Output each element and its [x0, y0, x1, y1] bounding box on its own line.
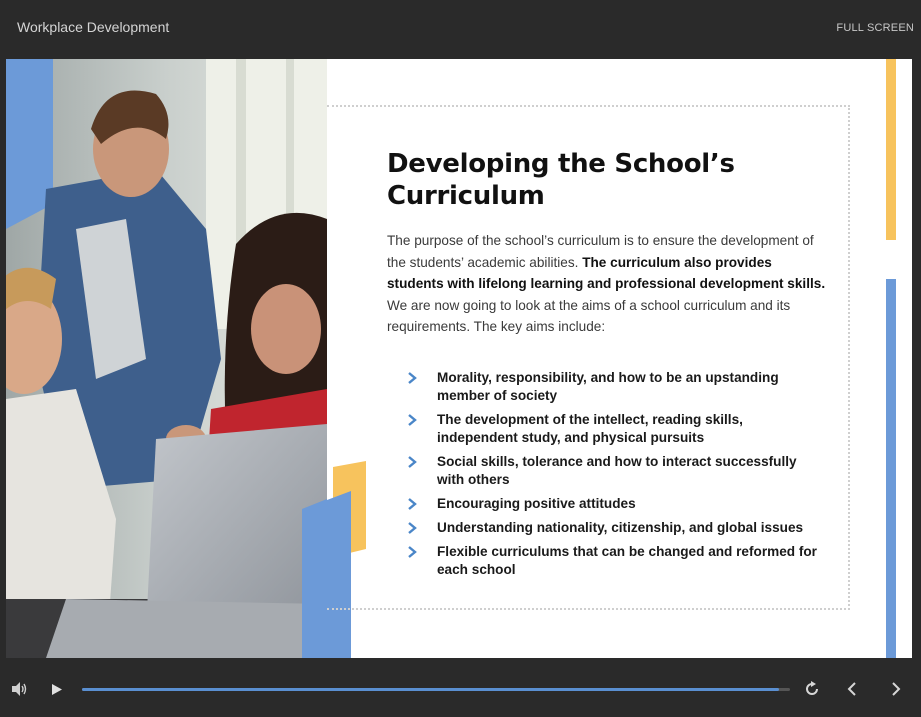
next-icon[interactable]: [890, 681, 902, 697]
list-item: [406, 519, 826, 537]
aim-text: Encouraging positive attitudes: [437, 496, 636, 511]
chevron-right-icon: [406, 371, 418, 385]
list-item: [406, 411, 826, 447]
intro-paragraph: [387, 230, 832, 338]
aim-text: Flexible curriculums that can be changed and reformed for each school: [437, 544, 817, 577]
fullscreen-button[interactable]: FULL SCREEN: [836, 22, 914, 34]
yellow-accent-right: [886, 59, 896, 240]
top-bar: [0, 0, 921, 58]
volume-icon[interactable]: [11, 681, 28, 697]
aim-text: The development of the intellect, reading skills, independent study, and physical pursuits: [437, 412, 743, 445]
chevron-right-icon: [406, 545, 418, 559]
chevron-right-icon: [406, 521, 418, 535]
slide-title: Developing the School’s Curriculum: [387, 149, 735, 211]
students-photo: [6, 59, 327, 658]
play-icon[interactable]: [51, 683, 63, 696]
chevron-right-icon: [406, 455, 418, 469]
blue-accent-right: [886, 279, 896, 658]
list-item: [406, 453, 826, 489]
list-item: [406, 369, 826, 405]
aim-text: Morality, responsibility, and how to be an upstanding member of society: [437, 370, 779, 403]
progress-bar[interactable]: [82, 688, 790, 691]
chevron-right-icon: [406, 413, 418, 427]
chevron-right-icon: [406, 497, 418, 511]
list-item: [406, 495, 826, 513]
progress-fill: [82, 688, 779, 691]
intro-text-bold: The curriculum also provides students with lifelong learning and professional development skills.: [387, 254, 826, 292]
list-item: [406, 543, 826, 579]
intro-text-2: We are now going to look at the aims of a school curriculum and its requirements. The key aims include:: [387, 297, 791, 335]
app-title: Workplace Development: [17, 19, 170, 35]
aims-list: [406, 369, 826, 585]
previous-icon[interactable]: [846, 681, 858, 697]
aim-text: Understanding nationality, citizenship, and global issues: [437, 520, 804, 535]
intro-text-1: The purpose of the school’s curriculum is to ensure the development of the students’ academic abilities.: [387, 233, 814, 270]
aim-text: Social skills, tolerance and how to interact successfully with others: [437, 454, 797, 487]
replay-icon[interactable]: [804, 681, 820, 697]
slide: [6, 59, 912, 658]
